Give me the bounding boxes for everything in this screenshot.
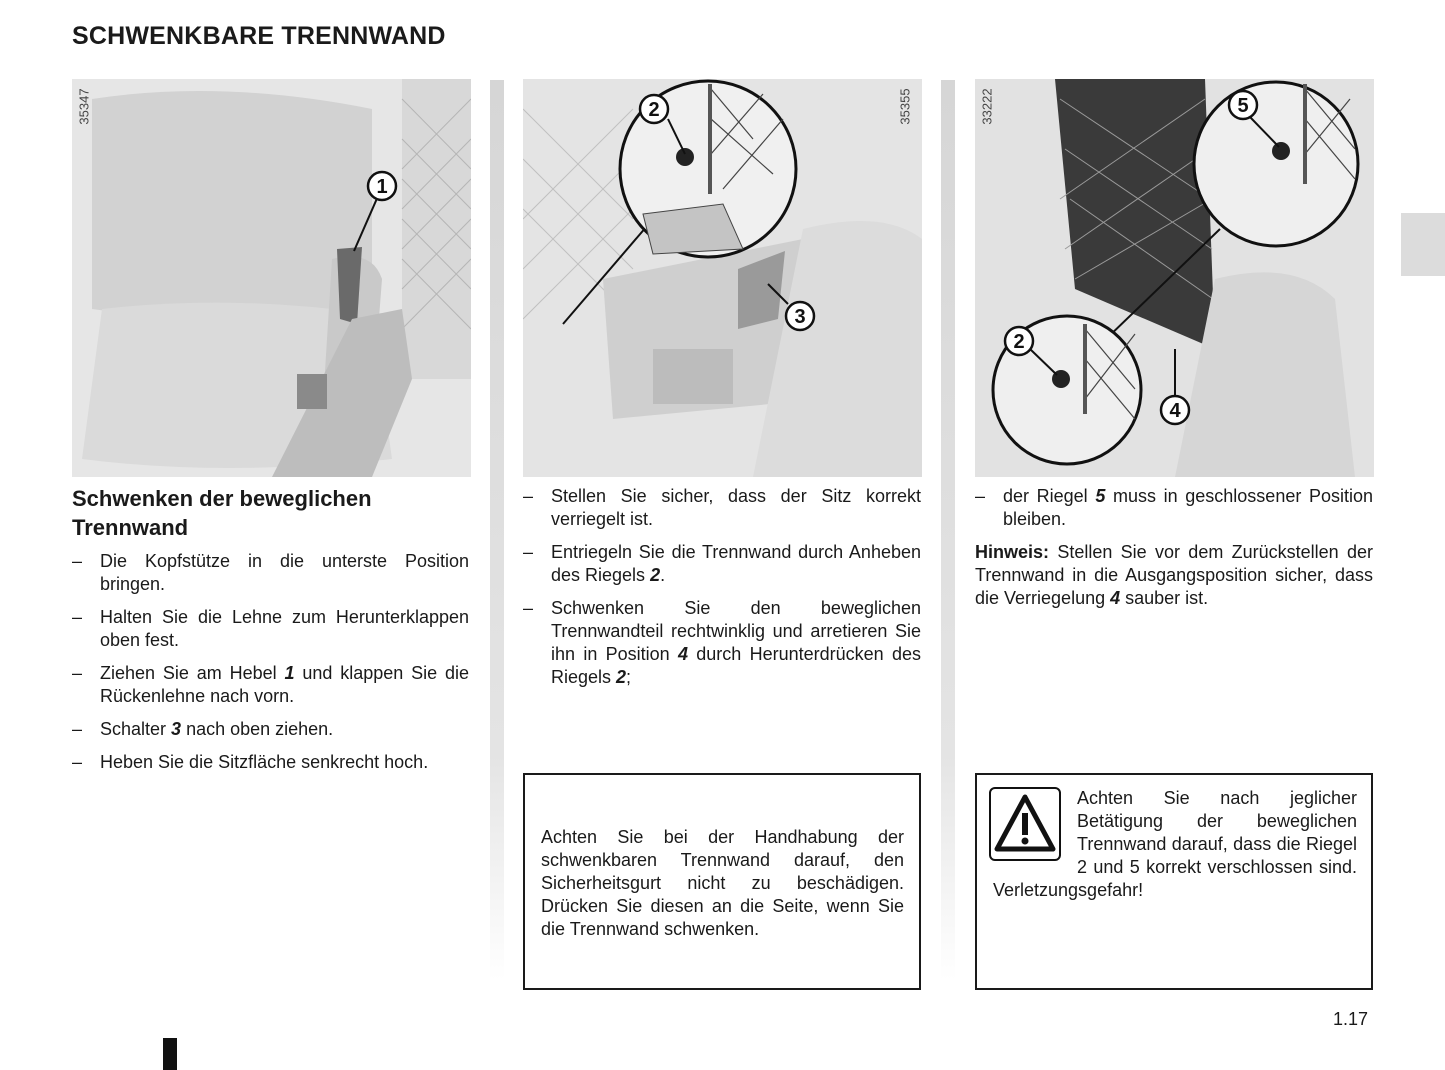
callout-2b: 2: [1013, 331, 1025, 353]
page-number: 1.17: [1333, 1009, 1369, 1029]
column-divider: [490, 80, 504, 980]
image-code: 35347: [76, 88, 92, 125]
column-divider: [941, 80, 955, 980]
chapter-tab: [1401, 213, 1445, 276]
callout-2: 2: [648, 99, 660, 121]
list-item: – Die Kopfstütze in die unterste Position bringen.: [72, 551, 469, 594]
list-item: – Schwenken Sie den beweglichen Trennwandteil rechtwinklig und arretieren Sie ihn in Position 4 durch Herunterdrücken des Riegels 2;: [523, 598, 921, 687]
caution-box: [523, 773, 921, 990]
list-item: – Ziehen Sie am Hebel 1 und klappen Sie die Rückenlehne nach vorn.: [72, 663, 470, 706]
image-code: 33222: [979, 88, 995, 125]
list-item: – Stellen Sie sicher, dass der Sitz korrekt verriegelt ist.: [523, 486, 921, 529]
callout-4: 4: [1169, 400, 1181, 422]
steps-list-col1: [72, 550, 469, 784]
warning-box: [975, 773, 1373, 990]
list-item: – Heben Sie die Sitzfläche senkrecht hoch.: [72, 752, 429, 772]
steps-list-col2: [523, 485, 921, 699]
image-code: 35355: [897, 88, 913, 125]
warning-text: Achten Sie nach jeglicher Betätigung der beweglichen Trennwand darauf, dass die Riegel 2 und 5 korrekt verschlossen sind. Verletzungsgefahr!: [993, 788, 1357, 900]
list-item: – Schalter 3 nach oben ziehen.: [72, 719, 334, 739]
steps-list-col3: [975, 485, 1373, 541]
callout-1: 1: [376, 176, 388, 198]
list-item: – Halten Sie die Lehne zum Herunterklappen oben fest.: [72, 607, 469, 650]
print-mark: [163, 1038, 177, 1070]
hint-note: Hinweis: Stellen Sie vor dem Zurückstellen der Trennwand in die Ausgangsposition sicher, dass die Verriegelung 4 sauber ist.: [975, 542, 1373, 608]
hint-label: Hinweis:: [975, 542, 1050, 562]
callout-3: 3: [794, 306, 806, 328]
list-item: – Entriegeln Sie die Trennwand durch Anheben des Riegels 2.: [523, 542, 921, 585]
page-title: SCHWENKBARE TRENNWAND: [72, 22, 446, 50]
photo-seat-lever: [72, 79, 471, 477]
caution-text: Achten Sie bei der Handhabung der schwenkbaren Trennwand darauf, den Sicherheitsgurt nicht zu beschädigen. Drücken Sie diesen an die Seite, wenn Sie die Trennwand schwenken.: [541, 827, 904, 939]
photo-partition-net: [975, 79, 1374, 477]
list-item: – der Riegel 5 muss in geschlossener Position bleiben.: [975, 486, 1374, 529]
photo-partition-latch: [523, 79, 922, 477]
section-heading: Schwenken der beweglichen Trennwand: [72, 486, 372, 540]
callout-5: 5: [1237, 95, 1249, 117]
